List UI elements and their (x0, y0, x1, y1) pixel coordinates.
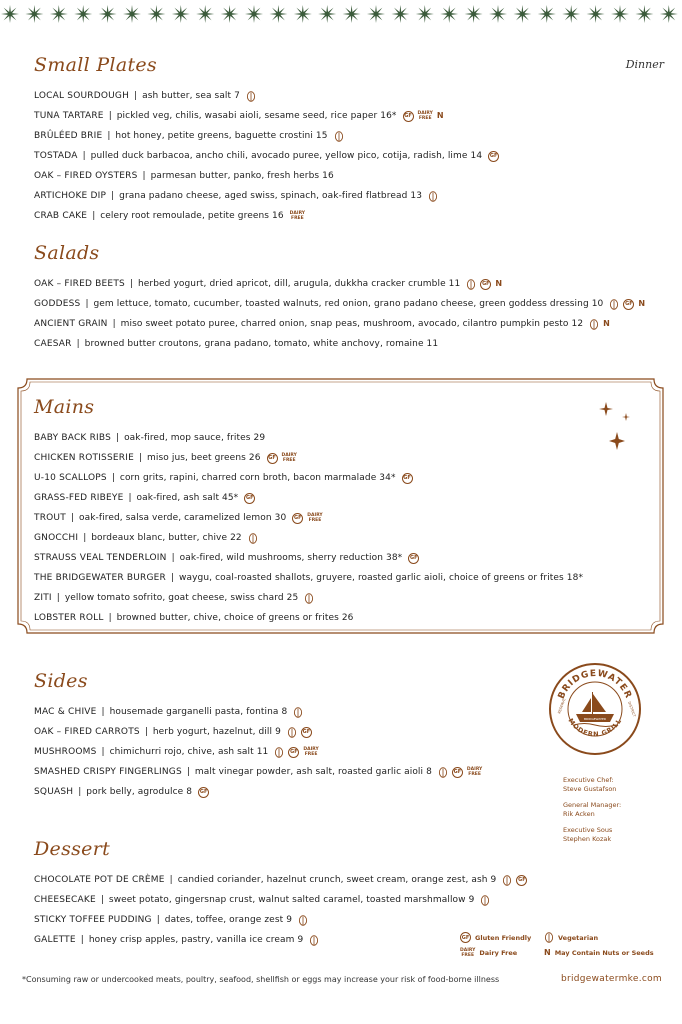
vegetarian-icon (274, 747, 284, 758)
item-name: TROUT (34, 513, 66, 523)
item-desc: oak-fired, mop sauce, frites 29 (124, 433, 266, 443)
item-desc: corn grits, rapini, charred corn broth, bacon marmalade 34* (119, 473, 396, 483)
star-icon (245, 5, 263, 23)
menu-item: LOBSTER ROLL | browned butter, chive, choice of greens or frites 26 (34, 608, 583, 628)
item-desc: herbed yogurt, dried apricot, dill, arugula, dukkha cracker crumble 11 (137, 279, 461, 289)
item-name: OAK – FIRED BEETS (34, 279, 125, 289)
dairy-free-icon: DAIRY FREE (307, 513, 323, 523)
section-title: Salads (34, 242, 100, 264)
item-desc: bordeaux blanc, butter, chive 22 (91, 533, 242, 543)
item-desc: parmesan butter, panko, fresh herbs 16 (150, 171, 334, 181)
menu-list (34, 702, 482, 802)
item-desc: pork belly, agrodulce 8 (86, 787, 193, 797)
gluten-friendly-icon: GF (198, 787, 209, 798)
item-desc: oak-fired, salsa verde, caramelized lemon 30 (78, 513, 287, 523)
menu-item: THE BRIDGEWATER BURGER | waygu, coal-roasted shallots, gruyere, roasted garlic aioli, choice of greens or frites 18* (34, 568, 583, 588)
item-name: MUSHROOMS (34, 747, 97, 757)
gluten-friendly-icon: GF (516, 875, 527, 886)
star-icon (99, 5, 117, 23)
section-salads (34, 240, 645, 354)
item-name: SMASHED CRISPY FINGERLINGS (34, 767, 182, 777)
vegetarian-icon (298, 915, 308, 926)
menu-item: OAK – FIRED OYSTERS | parmesan butter, panko, fresh herbs 16 (34, 166, 499, 186)
item-desc: housemade garganelli pasta, fontina 8 (109, 707, 288, 717)
vegetarian-icon (287, 727, 297, 738)
nuts-icon: N (544, 948, 551, 957)
item-desc: malt vinegar powder, ash salt, roasted garlic aioli 8 (194, 767, 432, 777)
star-icon (367, 5, 385, 23)
star-icon (391, 5, 409, 23)
star-icon (318, 5, 336, 23)
vegetarian-icon (309, 935, 319, 946)
gluten-friendly-icon: GF (452, 767, 463, 778)
star-icon (416, 5, 434, 23)
item-name: STRAUSS VEAL TENDERLOIN (34, 553, 167, 563)
item-name: TUNA TARTARE (34, 111, 104, 121)
item-desc: herb yogurt, hazelnut, dill 9 (152, 727, 281, 737)
vegetarian-icon (293, 707, 303, 718)
star-icon (50, 5, 68, 23)
website-link[interactable]: bridgewatermke.com (560, 974, 662, 984)
menu-item: LOCAL SOURDOUGH | ash butter, sea salt 7 (34, 86, 499, 106)
section-dessert (34, 836, 527, 950)
star-icon (123, 5, 141, 23)
menu-item: TUNA TARTARE | pickled veg, chilis, wasabi aioli, sesame seed, rice paper 16* GF DAIRY FREE N (34, 106, 499, 126)
bridgewater-logo (548, 662, 642, 756)
menu-item: CHICKEN ROTISSERIE | miso jus, beet greens 26 GF DAIRY FREE (34, 448, 583, 468)
nuts-icon: N (603, 319, 610, 328)
vegetarian-icon (502, 875, 512, 886)
star-icon (269, 5, 287, 23)
item-desc: yellow tomato sofrito, goat cheese, swiss chard 25 (64, 593, 299, 603)
menu-item: CRAB CAKE | celery root remoulade, petite greens 16 DAIRY FREE (34, 206, 499, 226)
legend-label: May Contain Nuts or Seeds (554, 948, 654, 957)
staff-entry: General Manager: Rik Acken (563, 801, 622, 818)
menu-item: U-10 SCALLOPS | corn grits, rapini, charred corn broth, bacon marmalade 34* GF (34, 468, 583, 488)
item-name: ARTICHOKE DIP (34, 191, 107, 201)
legend-label: Vegetarian (558, 933, 599, 942)
sparkle-icon (596, 398, 636, 456)
item-name: MAC & CHIVE (34, 707, 97, 717)
menu-item: SQUASH | pork belly, agrodulce 8 GF (34, 782, 482, 802)
section-mains (34, 394, 583, 628)
star-icon (172, 5, 190, 23)
dairy-free-icon: DAIRY FREE (281, 453, 297, 463)
staff-entry: Executive Sous Stephen Kozak (563, 826, 613, 843)
dietary-legend (460, 930, 654, 960)
menu-item: MAC & CHIVE | housemade garganelli pasta, fontina 8 (34, 702, 482, 722)
star-icon (25, 5, 43, 23)
star-icon (562, 5, 580, 23)
gluten-friendly-icon: GF (267, 453, 278, 464)
vegetarian-icon (248, 533, 258, 544)
menu-item: GRASS-FED RIBEYE | oak-fired, ash salt 45* GF (34, 488, 583, 508)
item-name: GALETTE (34, 935, 76, 945)
item-name: LOBSTER ROLL (34, 613, 104, 623)
item-desc: gem lettuce, tomato, cucumber, toasted walnuts, red onion, grano padano cheese, green goddess dressing 10 (93, 299, 604, 309)
vegetarian-icon (544, 932, 554, 943)
item-desc: oak-fired, wild mushrooms, sherry reduction 38* (179, 553, 403, 563)
item-name: ZITI (34, 593, 52, 603)
svg-text:BRIDGEWATER: BRIDGEWATER (584, 717, 606, 721)
item-desc: pulled duck barbacoa, ancho chili, avocado puree, yellow pico, cotija, radish, lime 14 (90, 151, 483, 161)
item-desc: ash butter, sea salt 7 (142, 91, 240, 101)
menu-item: CAESAR | browned butter croutons, grana padano, tomato, white anchovy, romaine 11 (34, 334, 645, 354)
menu-item: MUSHROOMS | chimichurri rojo, chive, ash salt 11 GF DAIRY FREE (34, 742, 482, 762)
menu-item: ZITI | yellow tomato sofrito, goat cheese, swiss chard 25 (34, 588, 583, 608)
item-desc: browned butter croutons, grana padano, tomato, white anchovy, romaine 11 (84, 339, 439, 349)
item-desc: honey crisp apples, pastry, vanilla ice cream 9 (88, 935, 304, 945)
star-icon (74, 5, 92, 23)
vegetarian-icon (334, 131, 344, 142)
gluten-friendly-icon: GF (623, 299, 634, 310)
menu-item: GALETTE | honey crisp apples, pastry, vanilla ice cream 9 (34, 930, 527, 950)
menu-item: CHOCOLATE POT DE CRÈME | candied coriander, hazelnut crunch, sweet cream, orange zest, ash 9 GF (34, 870, 527, 890)
menu-item: OAK – FIRED CARROTS | herb yogurt, hazelnut, dill 9 GF (34, 722, 482, 742)
section-title: Sides (34, 670, 88, 692)
item-desc: miso sweet potato puree, charred onion, snap peas, mushroom, avocado, cilantro pumpkin pesto 12 (120, 319, 584, 329)
staff-credits (563, 776, 621, 851)
item-name: CHEESECAKE (34, 895, 96, 905)
item-name: BABY BACK RIBS (34, 433, 112, 443)
vegetarian-icon (466, 279, 476, 290)
dairy-free-icon: DAIRY FREE (417, 111, 433, 121)
menu-list (34, 86, 499, 226)
item-name: OAK – FIRED OYSTERS (34, 171, 138, 181)
star-icon (465, 5, 483, 23)
menu-item: SMASHED CRISPY FINGERLINGS | malt vinegar powder, ash salt, roasted garlic aioli 8 GF DAIRY FREE (34, 762, 482, 782)
item-name: CHICKEN ROTISSERIE (34, 453, 134, 463)
menu-item: TOSTADA | pulled duck barbacoa, ancho chili, avocado puree, yellow pico, cotija, radish, lime 14 GF (34, 146, 499, 166)
gluten-friendly-icon: GF (480, 279, 491, 290)
vegetarian-icon (246, 91, 256, 102)
menu-item: TROUT | oak-fired, salsa verde, caramelized lemon 30 GF DAIRY FREE (34, 508, 583, 528)
item-name: CRAB CAKE (34, 211, 88, 221)
item-name: STICKY TOFFEE PUDDING (34, 915, 152, 925)
svg-text:BRIDGEWATER: BRIDGEWATER (556, 668, 634, 701)
item-desc: browned butter, chive, choice of greens or frites 26 (116, 613, 354, 623)
star-icon (587, 5, 605, 23)
section-title: Small Plates (34, 54, 157, 76)
dairy-free-icon: DAIRY FREE (289, 211, 306, 221)
item-name: U-10 SCALLOPS (34, 473, 107, 483)
vegetarian-icon (304, 593, 314, 604)
item-desc: candied coriander, hazelnut crunch, sweet cream, orange zest, ash 9 (177, 875, 497, 885)
menu-item: OAK – FIRED BEETS | herbed yogurt, dried apricot, dill, arugula, dukkha cracker crumble 11 GF N (34, 274, 645, 294)
vegetarian-icon (589, 319, 599, 330)
star-icon (196, 5, 214, 23)
legend-label: Dairy Free (479, 948, 518, 957)
menu-item: CHEESECAKE | sweet potato, gingersnap crust, walnut salted caramel, toasted marshmallow 9 (34, 890, 527, 910)
gluten-friendly-icon: GF (403, 111, 414, 122)
item-desc: miso jus, beet greens 26 (147, 453, 261, 463)
section-sides (34, 668, 482, 802)
dairy-free-icon: DAIRY FREE (466, 767, 483, 777)
vegetarian-icon (428, 191, 438, 202)
vegetarian-icon (609, 299, 619, 310)
item-desc: celery root remoulade, petite greens 16 (100, 211, 284, 221)
item-name: SQUASH (34, 787, 74, 797)
item-name: TOSTADA (34, 151, 78, 161)
item-desc: grana padano cheese, aged swiss, spinach, oak-fired flatbread 13 (119, 191, 423, 201)
vegetarian-icon (438, 767, 448, 778)
staff-entry: Executive Chef: Steve Gustafson (563, 776, 617, 793)
item-name: CAESAR (34, 339, 72, 349)
star-border (0, 0, 682, 38)
item-desc: pickled veg, chilis, wasabi aioli, sesame seed, rice paper 16* (116, 111, 397, 121)
gluten-friendly-icon: GF (460, 932, 471, 943)
item-name: CHOCOLATE POT DE CRÈME (34, 875, 165, 885)
svg-text:DISTRICT: DISTRICT (627, 700, 637, 718)
menu-item: ANCIENT GRAIN | miso sweet potato puree, charred onion, snap peas, mushroom, avocado, cilantro pumpkin pesto 12 N (34, 314, 645, 334)
item-desc: oak-fired, ash salt 45* (136, 493, 239, 503)
star-icon (343, 5, 361, 23)
star-icon (660, 5, 678, 23)
star-icon (221, 5, 239, 23)
menu-list (34, 870, 527, 950)
nuts-icon: N (495, 279, 503, 288)
service-label: Dinner (625, 58, 664, 71)
item-name: GNOCCHI (34, 533, 79, 543)
star-icon (611, 5, 629, 23)
item-desc: waygu, coal-roasted shallots, gruyere, roasted garlic aioli, choice of greens or frites 18* (179, 573, 584, 583)
gluten-friendly-icon: GF (244, 493, 255, 504)
gluten-friendly-icon: GF (488, 151, 499, 162)
gluten-friendly-icon: GF (408, 553, 419, 564)
item-name: GRASS-FED RIBEYE (34, 493, 124, 503)
item-name: ANCIENT GRAIN (34, 319, 108, 329)
item-name: BRÛLÉED BRIE (34, 131, 103, 141)
svg-text:RESERVE: RESERVE (557, 697, 567, 715)
star-icon (440, 5, 458, 23)
section-title: Dessert (34, 838, 111, 860)
food-safety-note: *Consuming raw or undercooked meats, poultry, seafood, shellfish or eggs may increase your risk of food-borne illness (22, 975, 500, 984)
menu-item: STRAUSS VEAL TENDERLOIN | oak-fired, wild mushrooms, sherry reduction 38* GF (34, 548, 583, 568)
vegetarian-icon (480, 895, 490, 906)
star-icon (294, 5, 312, 23)
star-icon (635, 5, 653, 23)
menu-list (34, 274, 645, 354)
menu-item: ARTICHOKE DIP | grana padano cheese, aged swiss, spinach, oak-fired flatbread 13 (34, 186, 499, 206)
star-icon (147, 5, 165, 23)
item-name: LOCAL SOURDOUGH (34, 91, 130, 101)
menu-item: BRÛLÉED BRIE | hot honey, petite greens, baguette crostini 15 (34, 126, 499, 146)
item-name: THE BRIDGEWATER BURGER (34, 573, 166, 583)
menu-list (34, 428, 583, 628)
gluten-friendly-icon: GF (301, 727, 312, 738)
section-small-plates (34, 52, 499, 226)
menu-item: BABY BACK RIBS | oak-fired, mop sauce, frites 29 (34, 428, 583, 448)
item-desc: hot honey, petite greens, baguette crostini 15 (115, 131, 328, 141)
menu-item: GNOCCHI | bordeaux blanc, butter, chive 22 (34, 528, 583, 548)
item-desc: sweet potato, gingersnap crust, walnut salted caramel, toasted marshmallow 9 (108, 895, 475, 905)
nuts-icon: N (436, 111, 444, 120)
item-name: GODDESS (34, 299, 81, 309)
star-icon (1, 5, 19, 23)
gluten-friendly-icon: GF (288, 747, 299, 758)
star-icon (489, 5, 507, 23)
nuts-icon: N (638, 299, 646, 308)
dairy-free-icon: DAIRY FREE (303, 747, 319, 757)
item-name: OAK – FIRED CARROTS (34, 727, 140, 737)
menu-item: GODDESS | gem lettuce, tomato, cucumber, toasted walnuts, red onion, grano padano cheese, green goddess dressing 10 GF N (34, 294, 645, 314)
star-icon (513, 5, 531, 23)
gluten-friendly-icon: GF (292, 513, 303, 524)
section-title: Mains (34, 396, 95, 418)
legend-label: Gluten Friendly (475, 933, 532, 942)
dairy-free-icon: DAIRY FREE (460, 947, 476, 958)
item-desc: dates, toffee, orange zest 9 (164, 915, 293, 925)
svg-text:MODERN GRILL: MODERN GRILL (566, 716, 624, 739)
gluten-friendly-icon: GF (402, 473, 413, 484)
star-icon (538, 5, 556, 23)
menu-item: STICKY TOFFEE PUDDING | dates, toffee, orange zest 9 (34, 910, 527, 930)
item-desc: chimichurri rojo, chive, ash salt 11 (109, 747, 269, 757)
